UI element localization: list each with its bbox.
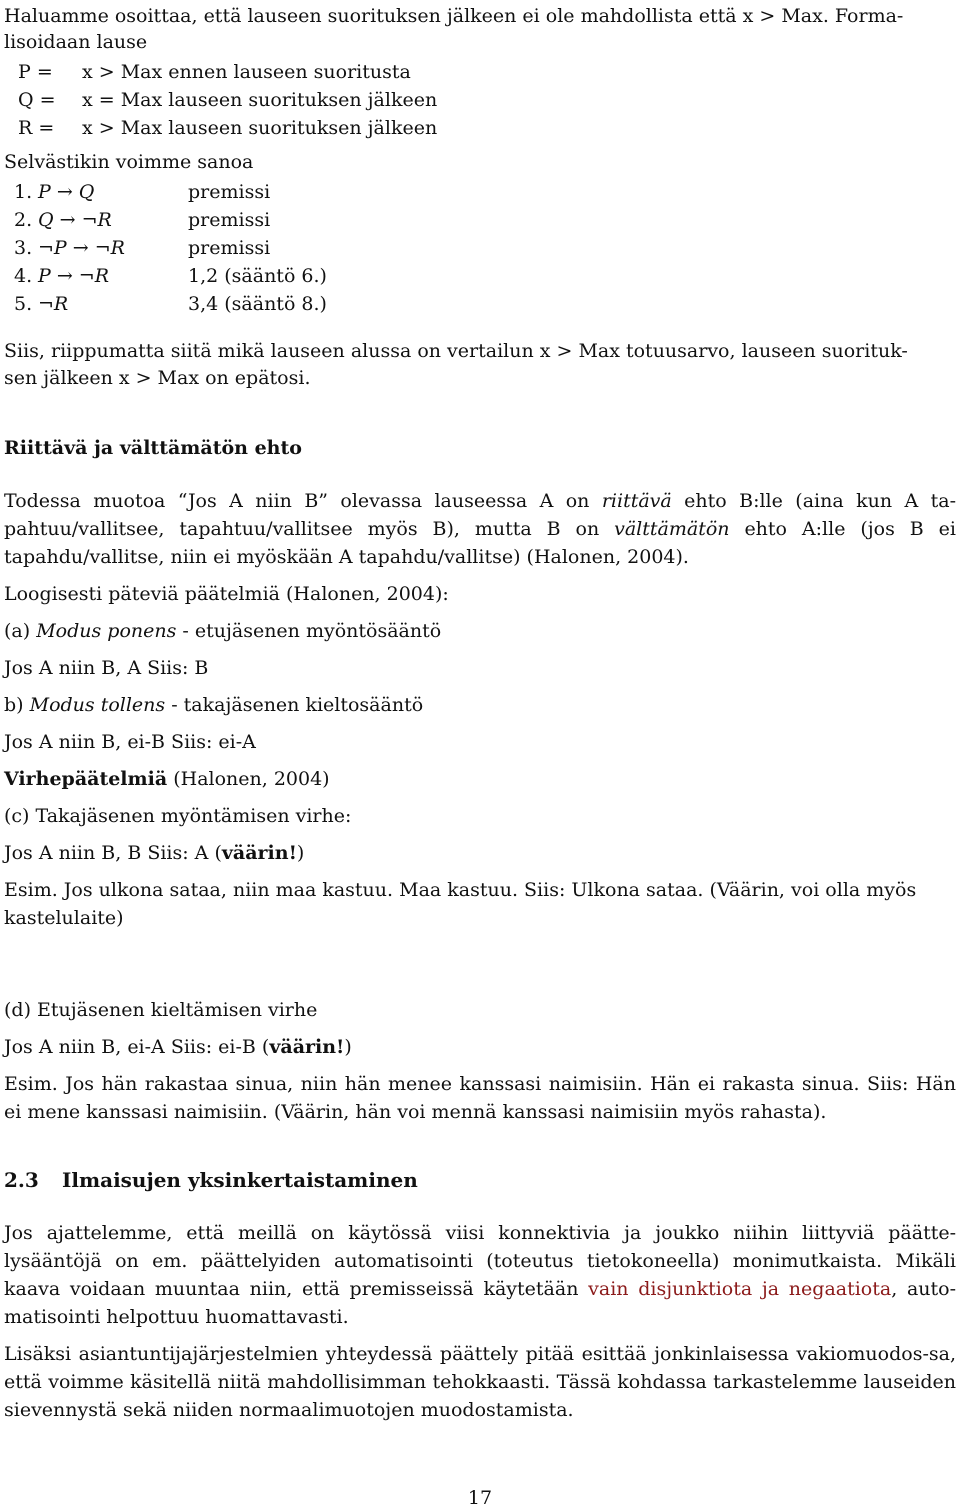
- rule-name: Modus ponens: [36, 620, 177, 642]
- example-text: Jos A niin B, ei-A Siis: ei-B (: [4, 1036, 270, 1058]
- page-number: 17: [467, 1487, 493, 1509]
- paragraph-text: , auto-matisointi helpottuu huomattavasti.: [4, 1278, 957, 1328]
- conclusion-line-1: Siis, riippumatta siitä mikä lauseen alussa on vertailun x > Max totuusarvo, lauseen suorituk-: [4, 340, 908, 362]
- fallacy-d-esim: Esim. Jos hän rakastaa sinua, niin hän menee kanssasi naimisiin. Hän ei rakasta sinua. Siis: Hän ei mene kanssasi naimisiin. (Väärin, hän voi mennä kanssasi naimisiin myös rahasta).: [4, 1073, 956, 1123]
- paragraph-text: ehto B:lle (aina kun A ta-pahtuu/vallitsee, tapahtuu/vallitsee myös B), mutta B on: [4, 490, 956, 540]
- fallacy-c-example: [4, 839, 304, 867]
- rule-b-example: Jos A niin B, ei-B Siis: ei-A: [4, 731, 256, 753]
- conclusion-line-2: sen jälkeen x > Max on epätosi.: [4, 367, 311, 389]
- rule-a-title: [4, 617, 441, 645]
- intro-line-2: lisoidaan lause: [4, 31, 148, 53]
- term-necessary: välttämätön: [614, 518, 730, 540]
- wrong-label: väärin!: [269, 1036, 345, 1058]
- example-text: Jos A niin B, B Siis: A (: [4, 842, 222, 864]
- subheading-sufficient-necessary: Riittävä ja välttämätön ehto: [4, 437, 302, 459]
- rule-a-example: Jos A niin B, A Siis: B: [4, 657, 209, 679]
- step-reason: premissi: [188, 209, 271, 231]
- rule-label: (a): [4, 620, 37, 642]
- step-number: 5.: [14, 293, 33, 315]
- step-formula: P → ¬R: [38, 265, 110, 287]
- step-reason: 3,4 (sääntö 8.): [188, 293, 327, 315]
- step-reason: premissi: [188, 181, 271, 203]
- section-paragraph-2: Lisäksi asiantuntijajärjestelmien yhteydessä päättely pitää esittää jonkinlaisessa vakiomuodos-sa, että voimme käsitellä niitä mahdollisimman tehokkaasti. Tässä kohdassa tarkastelemme lauseiden sievennystä sekä niiden normaalimuotojen muodostamista.: [4, 1343, 956, 1421]
- fallacy-d-title: (d) Etujäsenen kieltämisen virhe: [4, 999, 318, 1021]
- fallacies-heading: [4, 765, 330, 793]
- section-paragraph-1: [4, 1219, 956, 1331]
- definition-text: x > Max ennen lauseen suoritusta: [82, 61, 411, 83]
- section-title: Ilmaisujen yksinkertaistaminen: [62, 1168, 418, 1192]
- sufficient-paragraph: [4, 487, 956, 571]
- definition-label: P =: [18, 61, 53, 83]
- definition-label: Q =: [18, 89, 56, 111]
- fallacies-label: Virhepäätelmiä: [4, 768, 168, 790]
- wrong-label: väärin!: [221, 842, 297, 864]
- rule-description: - takajäsenen kieltosääntö: [165, 694, 424, 716]
- definition-label: R =: [18, 117, 55, 139]
- fallacies-citation: (Halonen, 2004): [167, 768, 330, 790]
- step-formula: Q → ¬R: [38, 209, 112, 231]
- rule-label: b): [4, 694, 30, 716]
- section-heading: [4, 1166, 418, 1194]
- step-formula: ¬P → ¬R: [38, 237, 125, 259]
- step-formula: ¬R: [38, 293, 69, 315]
- rule-description: - etujäsenen myöntösääntö: [176, 620, 442, 642]
- step-number: 4.: [14, 265, 33, 287]
- obviously-text: Selvästikin voimme sanoa: [4, 151, 254, 173]
- section-number: 2.3: [4, 1168, 39, 1192]
- fallacy-c-esim: Esim. Jos ulkona sataa, niin maa kastuu. Maa kastuu. Siis: Ulkona sataa. (Väärin, voi olla myös kastelulaite): [4, 879, 917, 929]
- paragraph-text: Todessa muotoa “Jos A niin B” olevassa lauseessa A on: [4, 490, 602, 512]
- step-number: 1.: [14, 181, 33, 203]
- term-sufficient: riittävä: [601, 490, 672, 512]
- step-formula: P → Q: [38, 181, 95, 203]
- step-reason: premissi: [188, 237, 271, 259]
- fallacy-c-title: (c) Takajäsenen myöntämisen virhe:: [4, 805, 352, 827]
- intro-line-1: Haluamme osoittaa, että lauseen suorituksen jälkeen ei ole mahdollista että x > Max. Forma-: [4, 5, 904, 27]
- highlighted-phrase: vain disjunktiota ja negaatiota: [588, 1278, 892, 1300]
- paragraph-text: Jos ajattelemme, että meillä on käytössä viisi konnektivia ja joukko niihin liittyviä päätte-lysääntöjä on em. päättelyiden automatisointi (toteutus tietokoneella) monimutkaista. Mikäli kaava voidaan muuntaa niin, että premisseissä käytetään: [4, 1222, 956, 1300]
- rule-name: Modus tollens: [29, 694, 166, 716]
- rule-b-title: [4, 691, 423, 719]
- valid-inferences-intro: Loogisesti päteviä päätelmiä (Halonen, 2004):: [4, 583, 449, 605]
- step-number: 2.: [14, 209, 33, 231]
- step-reason: 1,2 (sääntö 6.): [188, 265, 327, 287]
- paragraph-text: ehto A:lle (jos B ei tapahdu/vallitse, niin ei myöskään A tapahdu/vallitse) (Halonen, 2004).: [4, 518, 956, 568]
- definition-text: x = Max lauseen suorituksen jälkeen: [82, 89, 438, 111]
- example-text: ): [296, 842, 305, 864]
- definition-text: x > Max lauseen suorituksen jälkeen: [82, 117, 438, 139]
- fallacy-d-example: [4, 1033, 352, 1061]
- step-number: 3.: [14, 237, 33, 259]
- example-text: ): [344, 1036, 352, 1058]
